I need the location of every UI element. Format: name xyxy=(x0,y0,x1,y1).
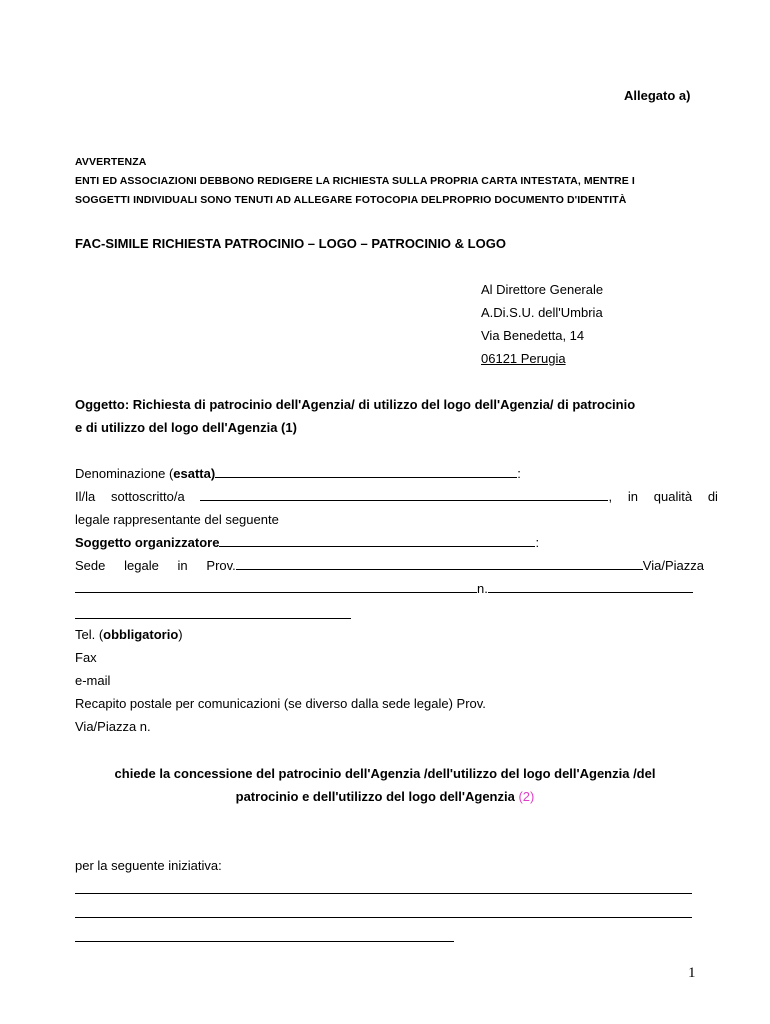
iniziativa-label: per la seguente iniziativa: xyxy=(75,858,222,873)
recipient-line-3: Via Benedetta, 14 xyxy=(481,328,585,343)
page-number: 1 xyxy=(688,965,696,981)
legale-word: legale xyxy=(124,558,159,573)
address-row-2 xyxy=(75,606,351,624)
warning-line-2: SOGGETTI INDIVIDUALI SONO TENUTI AD ALLEGARE FOTOCOPIA DELPROPRIO DOCUMENTO D'IDENTITÀ xyxy=(75,194,627,206)
via-piazza-n-label: Via/Piazza n. xyxy=(75,719,151,734)
n-field[interactable] xyxy=(488,581,693,593)
warning-line-1: ENTI ED ASSOCIAZIONI DEBBONO REDIGERE LA RICHIESTA SULLA PROPRIA CARTA INTESTATA, MENTRE I xyxy=(75,175,635,187)
form-title: FAC-SIMILE RICHIESTA PATROCINIO – LOGO – PATROCINIO & LOGO xyxy=(75,236,506,251)
soggetto-field[interactable] xyxy=(219,535,535,547)
request-note: (2) xyxy=(518,789,535,804)
in2-word: in xyxy=(177,558,188,573)
di-word: di xyxy=(707,489,718,504)
warning-title: AVVERTENZA xyxy=(75,156,147,168)
iniziativa-field-2[interactable] xyxy=(75,906,692,918)
recipient-line-2: A.Di.S.U. dell'Umbria xyxy=(481,305,603,320)
sottoscritto-row xyxy=(75,489,718,504)
iniziativa-line-2 xyxy=(75,905,692,923)
in-word: in xyxy=(627,489,638,504)
iniziativa-line-3 xyxy=(75,929,454,947)
sottoscritto-label: Il/la xyxy=(75,489,96,504)
tel-suffix: ) xyxy=(178,627,183,642)
tel-bold: obbligatorio xyxy=(103,627,179,642)
recipient-line-1: Al Direttore Generale xyxy=(481,282,604,297)
address-row xyxy=(75,581,693,596)
annex-label: Allegato a) xyxy=(624,88,691,103)
sottoscritto-field[interactable] xyxy=(200,489,608,501)
via-piazza-label: Via/Piazza xyxy=(642,558,704,573)
sottoscritto-comma: , xyxy=(608,489,613,504)
denominazione-field[interactable] xyxy=(215,466,517,478)
prov-field[interactable] xyxy=(236,558,643,570)
subject-line-2: e di utilizzo del logo dell'Agenzia (1) xyxy=(75,420,297,435)
iniziativa-field-3[interactable] xyxy=(75,930,454,942)
soggetto-colon: : xyxy=(535,535,540,550)
tel-row xyxy=(75,627,183,642)
sede-word: Sede xyxy=(75,558,106,573)
request-line-1: chiede la concessione del patrocinio dell'Agenzia /dell'utilizzo del logo dell'Agenzia /del xyxy=(114,766,656,781)
via-field[interactable] xyxy=(75,581,477,593)
recipient-line-4: 06121 Perugia xyxy=(481,351,566,366)
request-line-2: patrocinio e dell'utilizzo del logo dell'Agenzia xyxy=(235,789,515,804)
n-label: n. xyxy=(477,581,488,596)
iniziativa-field-1[interactable] xyxy=(75,882,692,894)
legale-text: legale rappresentante del seguente xyxy=(75,512,279,527)
sede-row xyxy=(75,558,704,573)
request-line-2-row xyxy=(0,789,770,804)
qualita-word: qualità xyxy=(653,489,693,504)
denominazione-label: Denominazione ( xyxy=(75,466,174,481)
prov-word: Prov. xyxy=(206,558,236,573)
fax-label: Fax xyxy=(75,650,97,665)
tel-label: Tel. ( xyxy=(75,627,104,642)
soggetto-label: Soggetto organizzatore xyxy=(75,535,220,550)
address-extra-field[interactable] xyxy=(75,607,351,619)
denominazione-bold: esatta) xyxy=(173,466,216,481)
email-label: e-mail xyxy=(75,673,111,688)
recapito-label: Recapito postale per comunicazioni (se diverso dalla sede legale) Prov. xyxy=(75,696,486,711)
denominazione-colon: : xyxy=(517,466,521,481)
soggetto-row xyxy=(75,535,539,550)
denominazione-row xyxy=(75,466,521,481)
subject-line-1: Oggetto: Richiesta di patrocinio dell'Agenzia/ di utilizzo del logo dell'Agenzia/ di patrocinio xyxy=(75,397,636,412)
iniziativa-line-1 xyxy=(75,881,692,899)
sottoscritto-word: sottoscritto/a xyxy=(111,489,185,504)
